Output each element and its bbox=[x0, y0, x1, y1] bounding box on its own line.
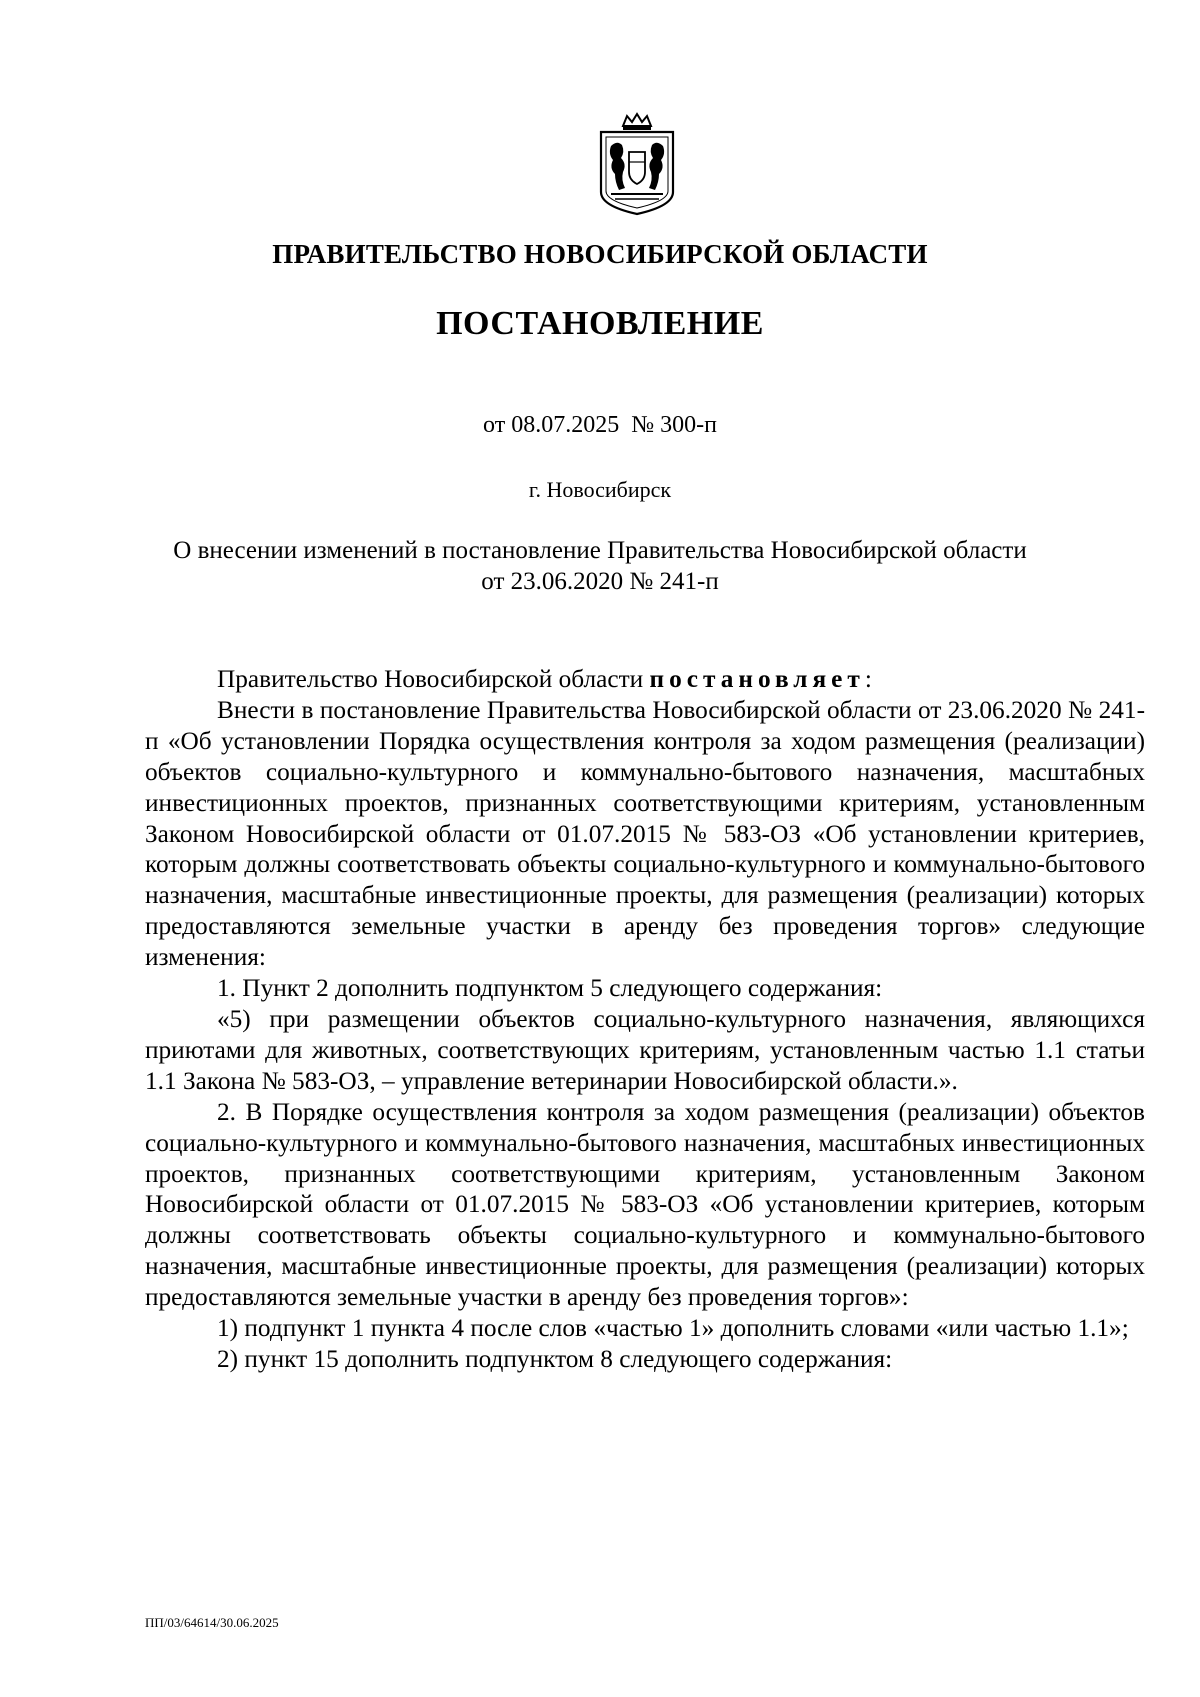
decree-intro-paragraph bbox=[145, 664, 1145, 695]
decree-colon: : bbox=[864, 665, 872, 693]
paragraph: 1) подпункт 1 пункта 4 после слов «частью 1» дополнить словами «или частью 1.1»; bbox=[217, 1314, 1129, 1343]
government-name: ПРАВИТЕЛЬСТВО НОВОСИБИРСКОЙ ОБЛАСТИ bbox=[272, 239, 928, 269]
footer-code: ПП/03/64614/30.06.2025 bbox=[145, 1615, 279, 1630]
decree-intro: Правительство Новосибирской области bbox=[217, 665, 644, 693]
document-title bbox=[0, 535, 1200, 597]
paragraph: Внести в постановление Правительства Новосибирской области от 23.06.2020 № 241-п «Об установлении Порядка осуществления контроля за ходом размещения (реализации) объектов социально-культурного и коммунально-бытового назначения, масштабных инвестиционных проектов, признанных соответствующими критериям, установленным Законом Новосибирской области от 01.07.2015 № 583-ОЗ «Об установлении критериев, которым должны соответствовать объекты социально-культурного и коммунально-бытового назначения, масштабные инвестиционные проекты, для размещения (реализации) которых предоставляются земельные участки в аренду без проведения торгов» следующие изменения: bbox=[145, 695, 1145, 972]
paragraph: 2. В Порядке осуществления контроля за ходом размещения (реализации) объектов социально-культурного и коммунально-бытового назначения, масштабных инвестиционных проектов, признанных соответствующими критериям, установленным Законом Новосибирской области от 01.07.2015 № 583-ОЗ «Об установлении критериев, которым должны соответствовать объекты социально-культурного и коммунально-бытового назначения, масштабные инвестиционные проекты, для размещения (реализации) которых предоставляются земельные участки в аренду без проведения торгов»: bbox=[145, 1097, 1145, 1312]
paragraph: 1. Пункт 2 дополнить подпунктом 5 следующего содержания: bbox=[217, 974, 883, 1003]
paragraph: «5) при размещении объектов социально-культурного назначения, являющихся приютами для животных, соответствующих критериям, установленным частью 1.1 статьи 1.1 Закона № 583-ОЗ, – управление ветеринарии Новосибирской области.». bbox=[145, 1004, 1145, 1095]
decree-word: постановляет bbox=[649, 665, 865, 693]
paragraph: 2) пункт 15 дополнить подпунктом 8 следующего содержания: bbox=[217, 1344, 893, 1373]
title-line-2: от 23.06.2020 № 241-п bbox=[481, 568, 719, 595]
document-body bbox=[145, 664, 1145, 1375]
document-type: ПОСТАНОВЛЕНИЕ bbox=[436, 305, 764, 342]
city: г. Новосибирск bbox=[528, 477, 672, 502]
date-number: от 08.07.2025 № 300-п bbox=[483, 412, 717, 438]
title-line-1: О внесении изменений в постановление Правительства Новосибирской области bbox=[173, 537, 1027, 564]
coat-of-arms-icon bbox=[597, 112, 677, 216]
